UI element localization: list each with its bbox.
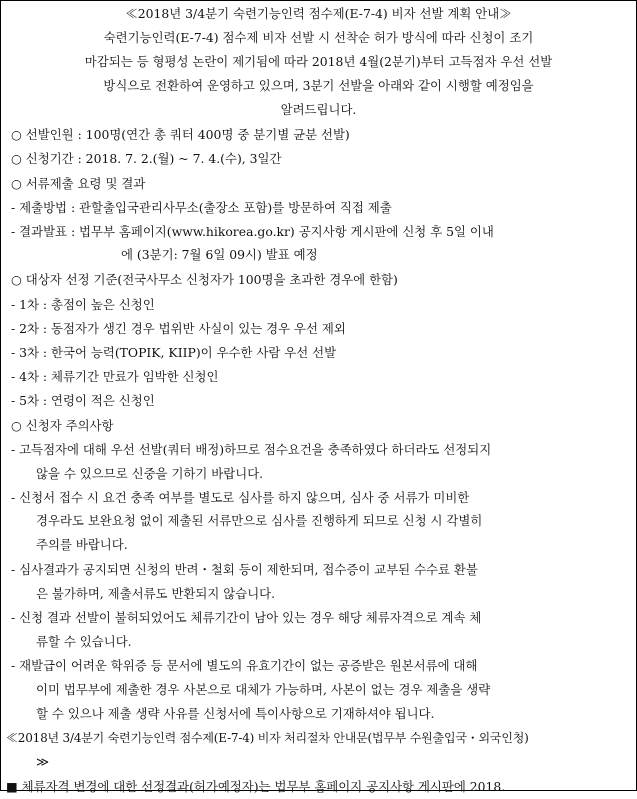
docs-heading: ○ 서류제출 요령 및 결과 [11,176,146,191]
procedure-title-end: ≫ [36,754,49,769]
submit-method-item: - 제출방법 : 관할출입국관리사무소(출장소 포함)를 방문하여 직접 제출 [11,200,392,215]
criteria-item: - 4차 : 체류기간 만료가 임박한 신청인 [11,369,219,384]
criteria-item: - 2차 : 동점자가 생긴 경우 법위반 사실이 있는 경우 우선 제외 [11,321,346,336]
intro-line-2: 마감되는 등 형평성 논란이 제기됨에 따라 2018년 4월(2분기)부터 고득점자 우선 선발 [84,54,553,69]
caution-line: 경우라도 보완요청 없이 제출된 서류만으로 심사를 진행하게 되므로 신청 시 각별히 [36,513,483,528]
caution-line: 할 수 있으나 제출 생략 사유를 신청서에 특이사항으로 기재하셔야 됩니다. [36,706,435,721]
notice-title: ≪2018년 3/4분기 숙련기능인력 점수제(E-7-4) 비자 선발 계획 안내≫ [125,6,512,21]
final-notice-line: ■ 체류자격 변경에 대한 선정결과(허가예정자)는 법무부 홈페이지 공지사항 게시판에 2018. [6,779,506,794]
caution-line: - 심사결과가 공지되면 신청의 반려・철회 등이 제한되며, 접수증이 교부된 수수료 환불 [11,562,478,577]
period-item: ○ 신청기간 : 2018. 7. 2.(월) ~ 7. 4.(수), 3일간 [11,151,282,166]
caution-line: - 신청서 접수 시 요건 충족 여부를 별도로 심사를 하지 않으며, 심사 중 서류가 미비한 [11,490,470,505]
criteria-heading: ○ 대상자 선정 기준(전국사무소 신청자가 100명을 초과한 경우에 한함) [11,272,398,287]
intro-line-1: 숙련기능인력(E-7-4) 점수제 비자 선발 시 선착순 허가 방식에 따라 신청이 조기 [103,30,534,45]
intro-line-3: 방식으로 전환하여 운영하고 있으며, 3분기 선발을 아래와 같이 시행할 예정임을 [103,78,534,93]
caution-line: 류할 수 있습니다. [36,634,132,649]
result-item-line-2: 에 (3분기: 7월 6일 09시) 발표 예정 [121,247,318,262]
caution-line: 않을 수 있으므로 신중을 기하기 바랍니다. [36,466,264,481]
caution-line: 이미 법무부에 제출한 경우 사본으로 대체가 가능하며, 사본이 없는 경우 제출을 생략 [36,682,491,697]
result-item-line-1: - 결과발표 : 법무부 홈페이지(www.hikorea.go.kr) 공지사항 게시판에 신청 후 5일 이내 [11,224,494,239]
caution-line: 은 불가하며, 제출서류도 반환되지 않습니다. [36,586,276,601]
criteria-item: - 1차 : 총점이 높은 신청인 [11,297,155,312]
caution-heading: ○ 신청자 주의사항 [11,418,114,433]
caution-line: - 재발급이 어려운 학위증 등 문서에 별도의 유효기간이 없는 공증받은 원본서류에 대해 [11,658,478,673]
criteria-item: - 5차 : 연령이 적은 신청인 [11,393,155,408]
procedure-title: ≪2018년 3/4분기 숙련기능인력 점수제(E-7-4) 비자 처리절차 안내문(법무부 수원출입국・외국인청) [6,731,529,745]
criteria-item: - 3차 : 한국어 능력(TOPIK, KIIP)이 우수한 사람 우선 선발 [11,345,337,360]
intro-line-4: 알려드립니다. [280,102,357,117]
caution-line: - 고득점자에 대해 우선 선발(쿼터 배정)하므로 점수요건을 충족하였다 하더라도 선정되지 [11,442,492,457]
quota-item: ○ 선발인원 : 100명(연간 총 쿼터 400명 중 분기별 균분 선발) [11,127,350,142]
caution-line: - 신청 결과 선발이 불허되었어도 체류기간이 남아 있는 경우 해당 체류자격으로 계속 체 [11,610,482,625]
caution-line: 주의를 바랍니다. [36,537,128,552]
